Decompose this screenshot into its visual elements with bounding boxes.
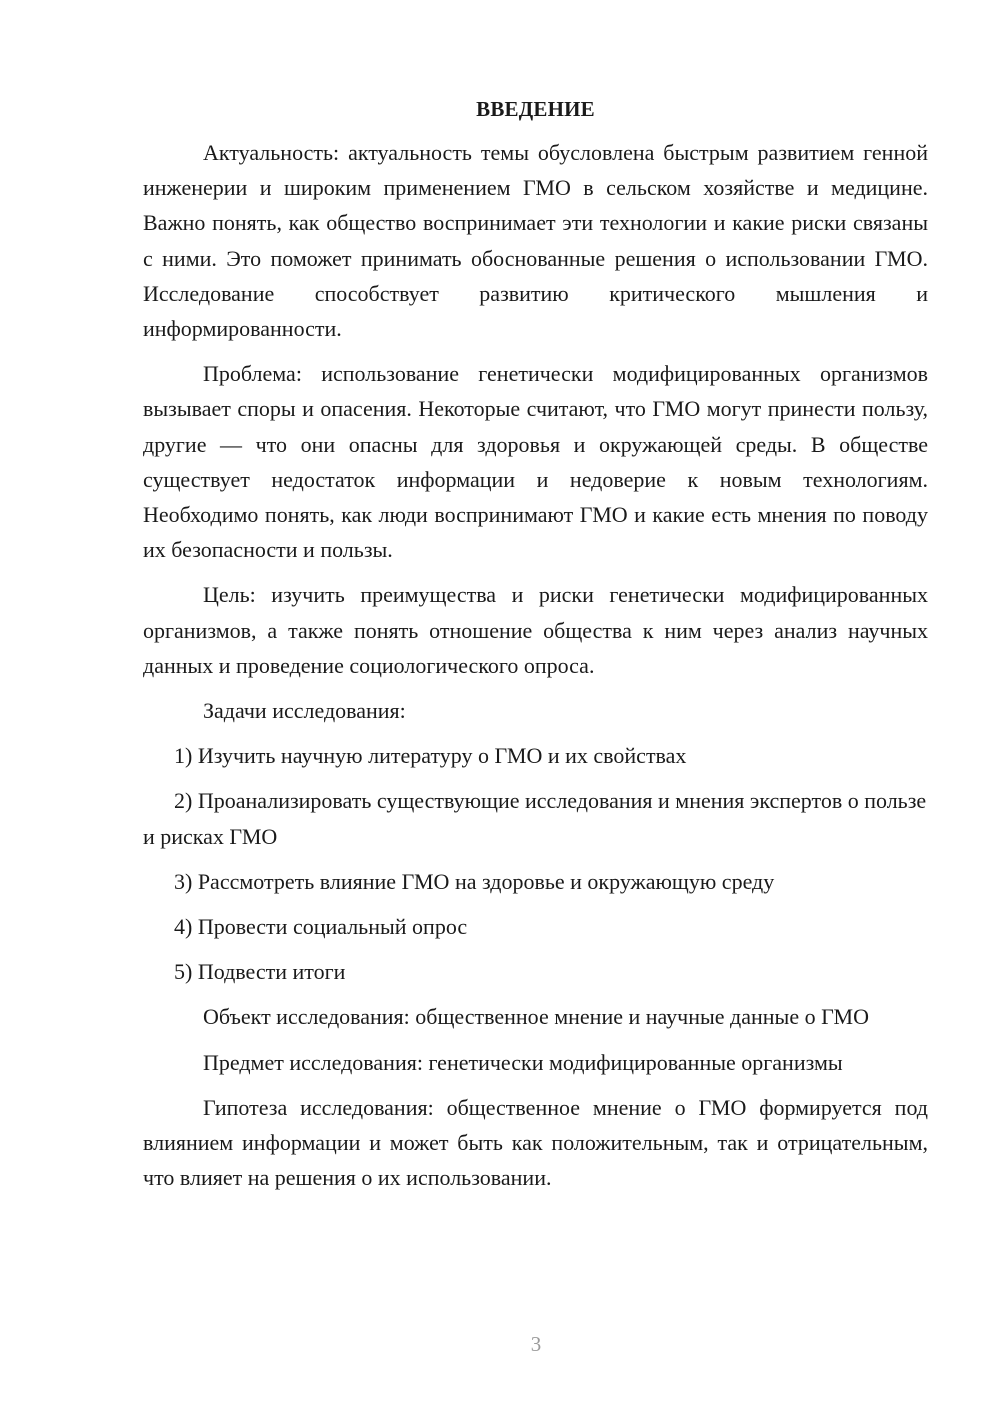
task-item-4: 4) Провести социальный опрос: [174, 914, 468, 940]
task-item-5: 5) Подвести итоги: [174, 959, 346, 985]
paragraph-relevance: Актуальность: актуальность темы обусловлена быстрым развитием генной инженерии и широким применением ГМО в сельском хозяйстве и медицине. Важно понять, как общество воспринимает эти технологии и какие риски связаны с ними. Это поможет принимать обоснованные решения о использовании ГМО. Исследование способствует развитию критического мышления и информированности.: [143, 140, 928, 342]
page-title: ВВЕДЕНИЕ: [476, 97, 595, 121]
page-content: [143, 92, 928, 1205]
paragraph-subject: Предмет исследования: генетически модифицированные организмы: [203, 1049, 843, 1075]
paragraph-object: Объект исследования: общественное мнение и научные данные о ГМО: [203, 1004, 869, 1030]
page-number: 3: [530, 1332, 542, 1356]
task-item-2: 2) Проанализировать существующие исследования и мнения экспертов о пользе и рисках ГМО: [143, 788, 927, 849]
tasks-heading: Задачи исследования:: [203, 698, 406, 724]
task-item-3: 3) Рассмотреть влияние ГМО на здоровье и окружающую среду: [174, 868, 775, 894]
paragraph-problem: Проблема: использование генетически модифицированных организмов вызывает споры и опасения. Некоторые считают, что ГМО могут принести пользу, другие — что они опасны для здоровья и окружающей среды. В обществе существует недостаток информации и недоверие к новым технологиям. Необходимо понять, как люди воспринимают ГМО и какие есть мнения по поводу их безопасности и пользы.: [143, 361, 928, 563]
paragraph-hypothesis: Гипотеза исследования: общественное мнение о ГМО формируется под влиянием информации и может быть как положительным, так и отрицательным, что влияет на решения о их использовании.: [143, 1094, 928, 1191]
task-item-1: 1) Изучить научную литературу о ГМО и их свойствах: [174, 743, 687, 769]
paragraph-goal: Цель: изучить преимущества и риски генетически модифицированных организмов, а также понять отношение общества к ним через анализ научных данных и проведение социологического опроса.: [143, 582, 928, 678]
